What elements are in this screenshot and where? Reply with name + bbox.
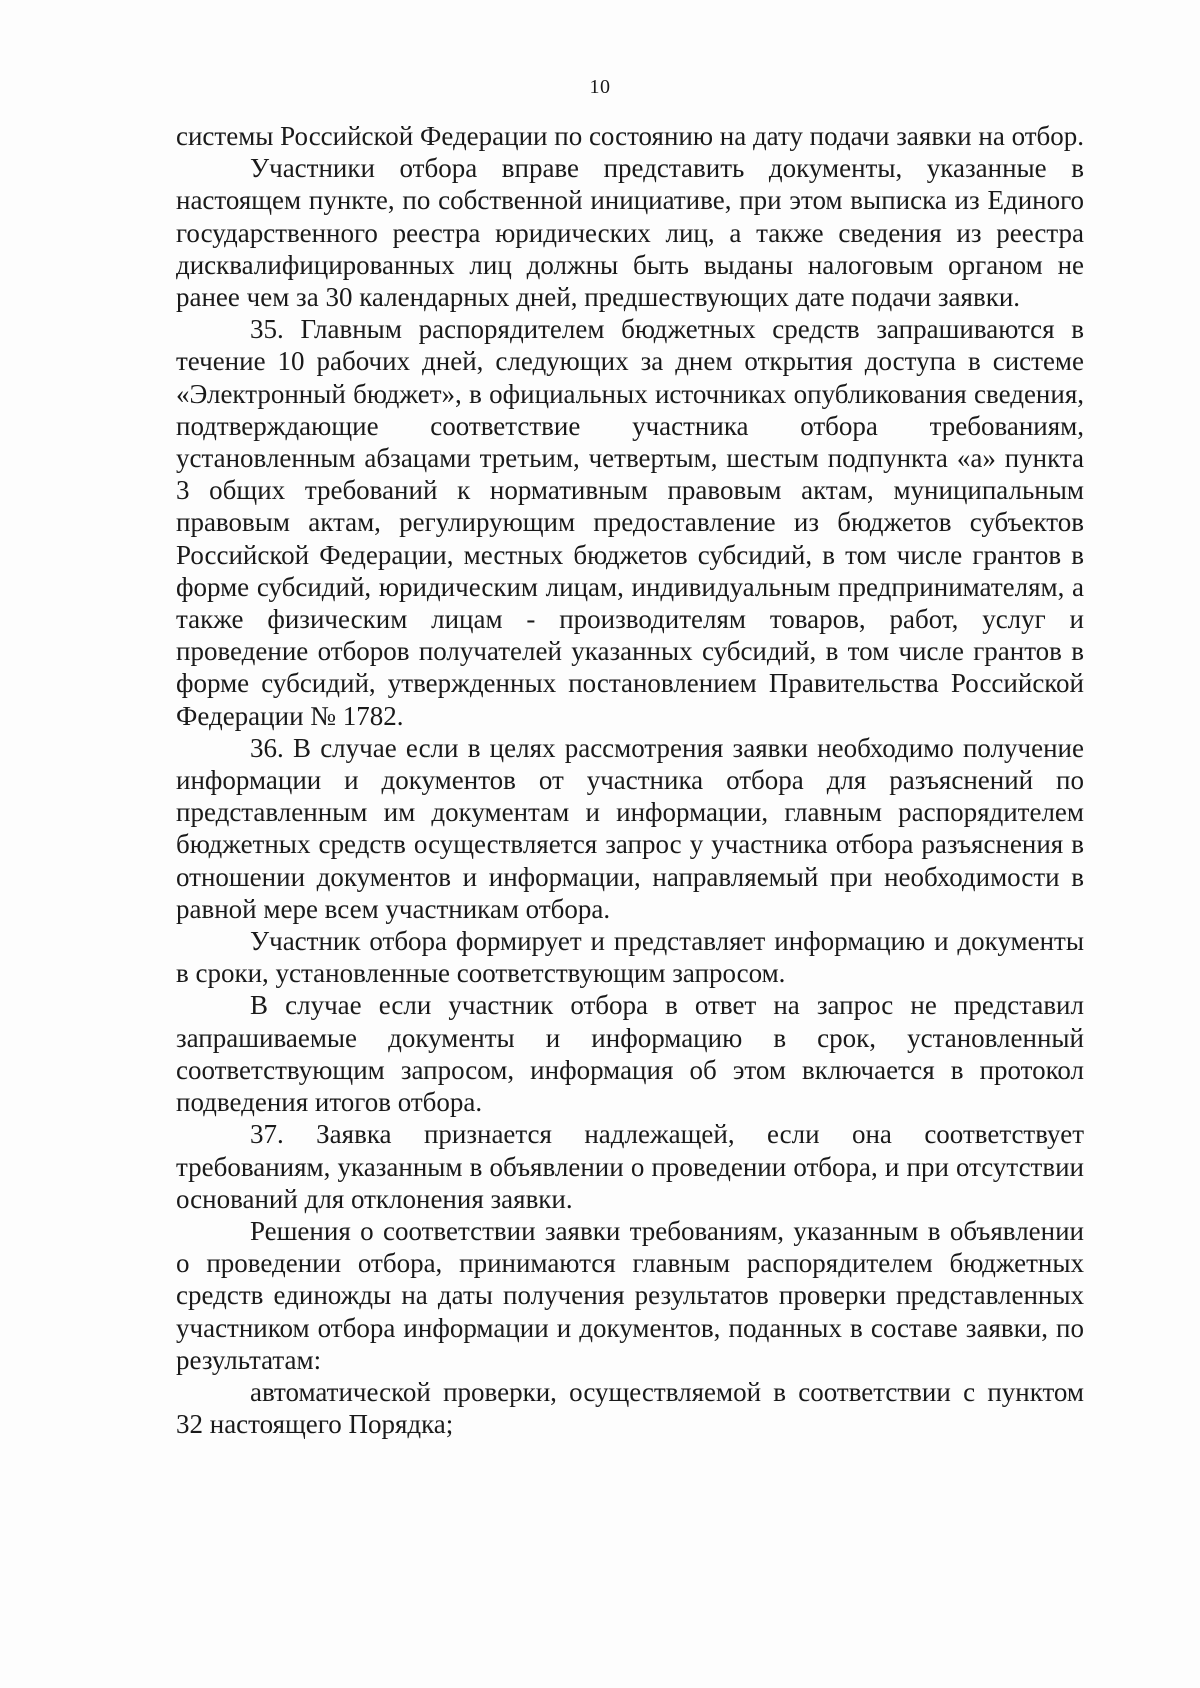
paragraph-clause-35: 35. Главным распорядителем бюджетных средств запрашиваются в течение 10 рабочих дней, следующих за днем открытия доступа в системе «Электронный бюджет», в официальных источниках опубликования сведения, подтверждающие соответствие участника отбора требованиям, установленным абзацами третьим, четвертым, шестым подпункта «а» пункта 3 общих требований к нормативным правовым актам, муниципальным правовым актам, регулирующим предоставление из бюджетов субъектов Российской Федерации, местных бюджетов субсидий, в том числе грантов в форме субсидий, юридическим лицам, индивидуальным предпринимателям, а также физическим лицам - производителям товаров, работ, услуг и проведение отборов получателей указанных субсидий, в том числе грантов в форме субсидий, утвержденных постановлением Правительства Российской Федерации № 1782.: [176, 314, 1084, 731]
paragraph-continuation: системы Российской Федерации по состоянию на дату подачи заявки на отбор.: [176, 121, 1084, 151]
paragraph-clause-37: 37. Заявка признается надлежащей, если она соответствует требованиям, указанным в объявлении о проведении отбора, и при отсутствии оснований для отклонения заявки.: [176, 1119, 1084, 1214]
paragraph-participants-right: Участники отбора вправе представить документы, указанные в настоящем пункте, по собственной инициативе, при этом выписка из Единого государственного реестра юридических лиц, а также сведения из реестра дисквалифицированных лиц должны быть выданы налоговым органом не ранее чем за 30 календарных дней, предшествующих дате подачи заявки.: [176, 153, 1084, 313]
paragraph-no-response: В случае если участник отбора в ответ на запрос не представил запрашиваемые документы и информацию в срок, установленный соответствующим запросом, информация об этом включается в протокол подведения итогов отбора.: [176, 990, 1084, 1118]
paragraph-clause-36: 36. В случае если в целях рассмотрения заявки необходимо получение информации и документов от участника отбора для разъяснений по представленным им документам и информации, главным распорядителем бюджетных средств осуществляется запрос у участника отбора разъяснения в отношении документов и информации, направляемый при необходимости в равной мере всем участникам отбора.: [176, 732, 1084, 924]
paragraph-decisions: Решения о соответствии заявки требованиям, указанным в объявлении о проведении отбора, принимаются главным распорядителем бюджетных средств единожды на даты получения результатов проверки представленных участником отбора информации и документов, поданных в составе заявки, по результатам:: [176, 1215, 1084, 1375]
paragraph-participant-submits: Участник отбора формирует и представляет информацию и документы в сроки, установленные соответствующим запросом.: [176, 926, 1084, 989]
document-body: [176, 120, 1084, 1440]
page-number: 10: [589, 76, 611, 98]
paragraph-automatic-check: автоматической проверки, осуществляемой в соответствии с пунктом 32 настоящего Порядка;: [176, 1376, 1084, 1440]
